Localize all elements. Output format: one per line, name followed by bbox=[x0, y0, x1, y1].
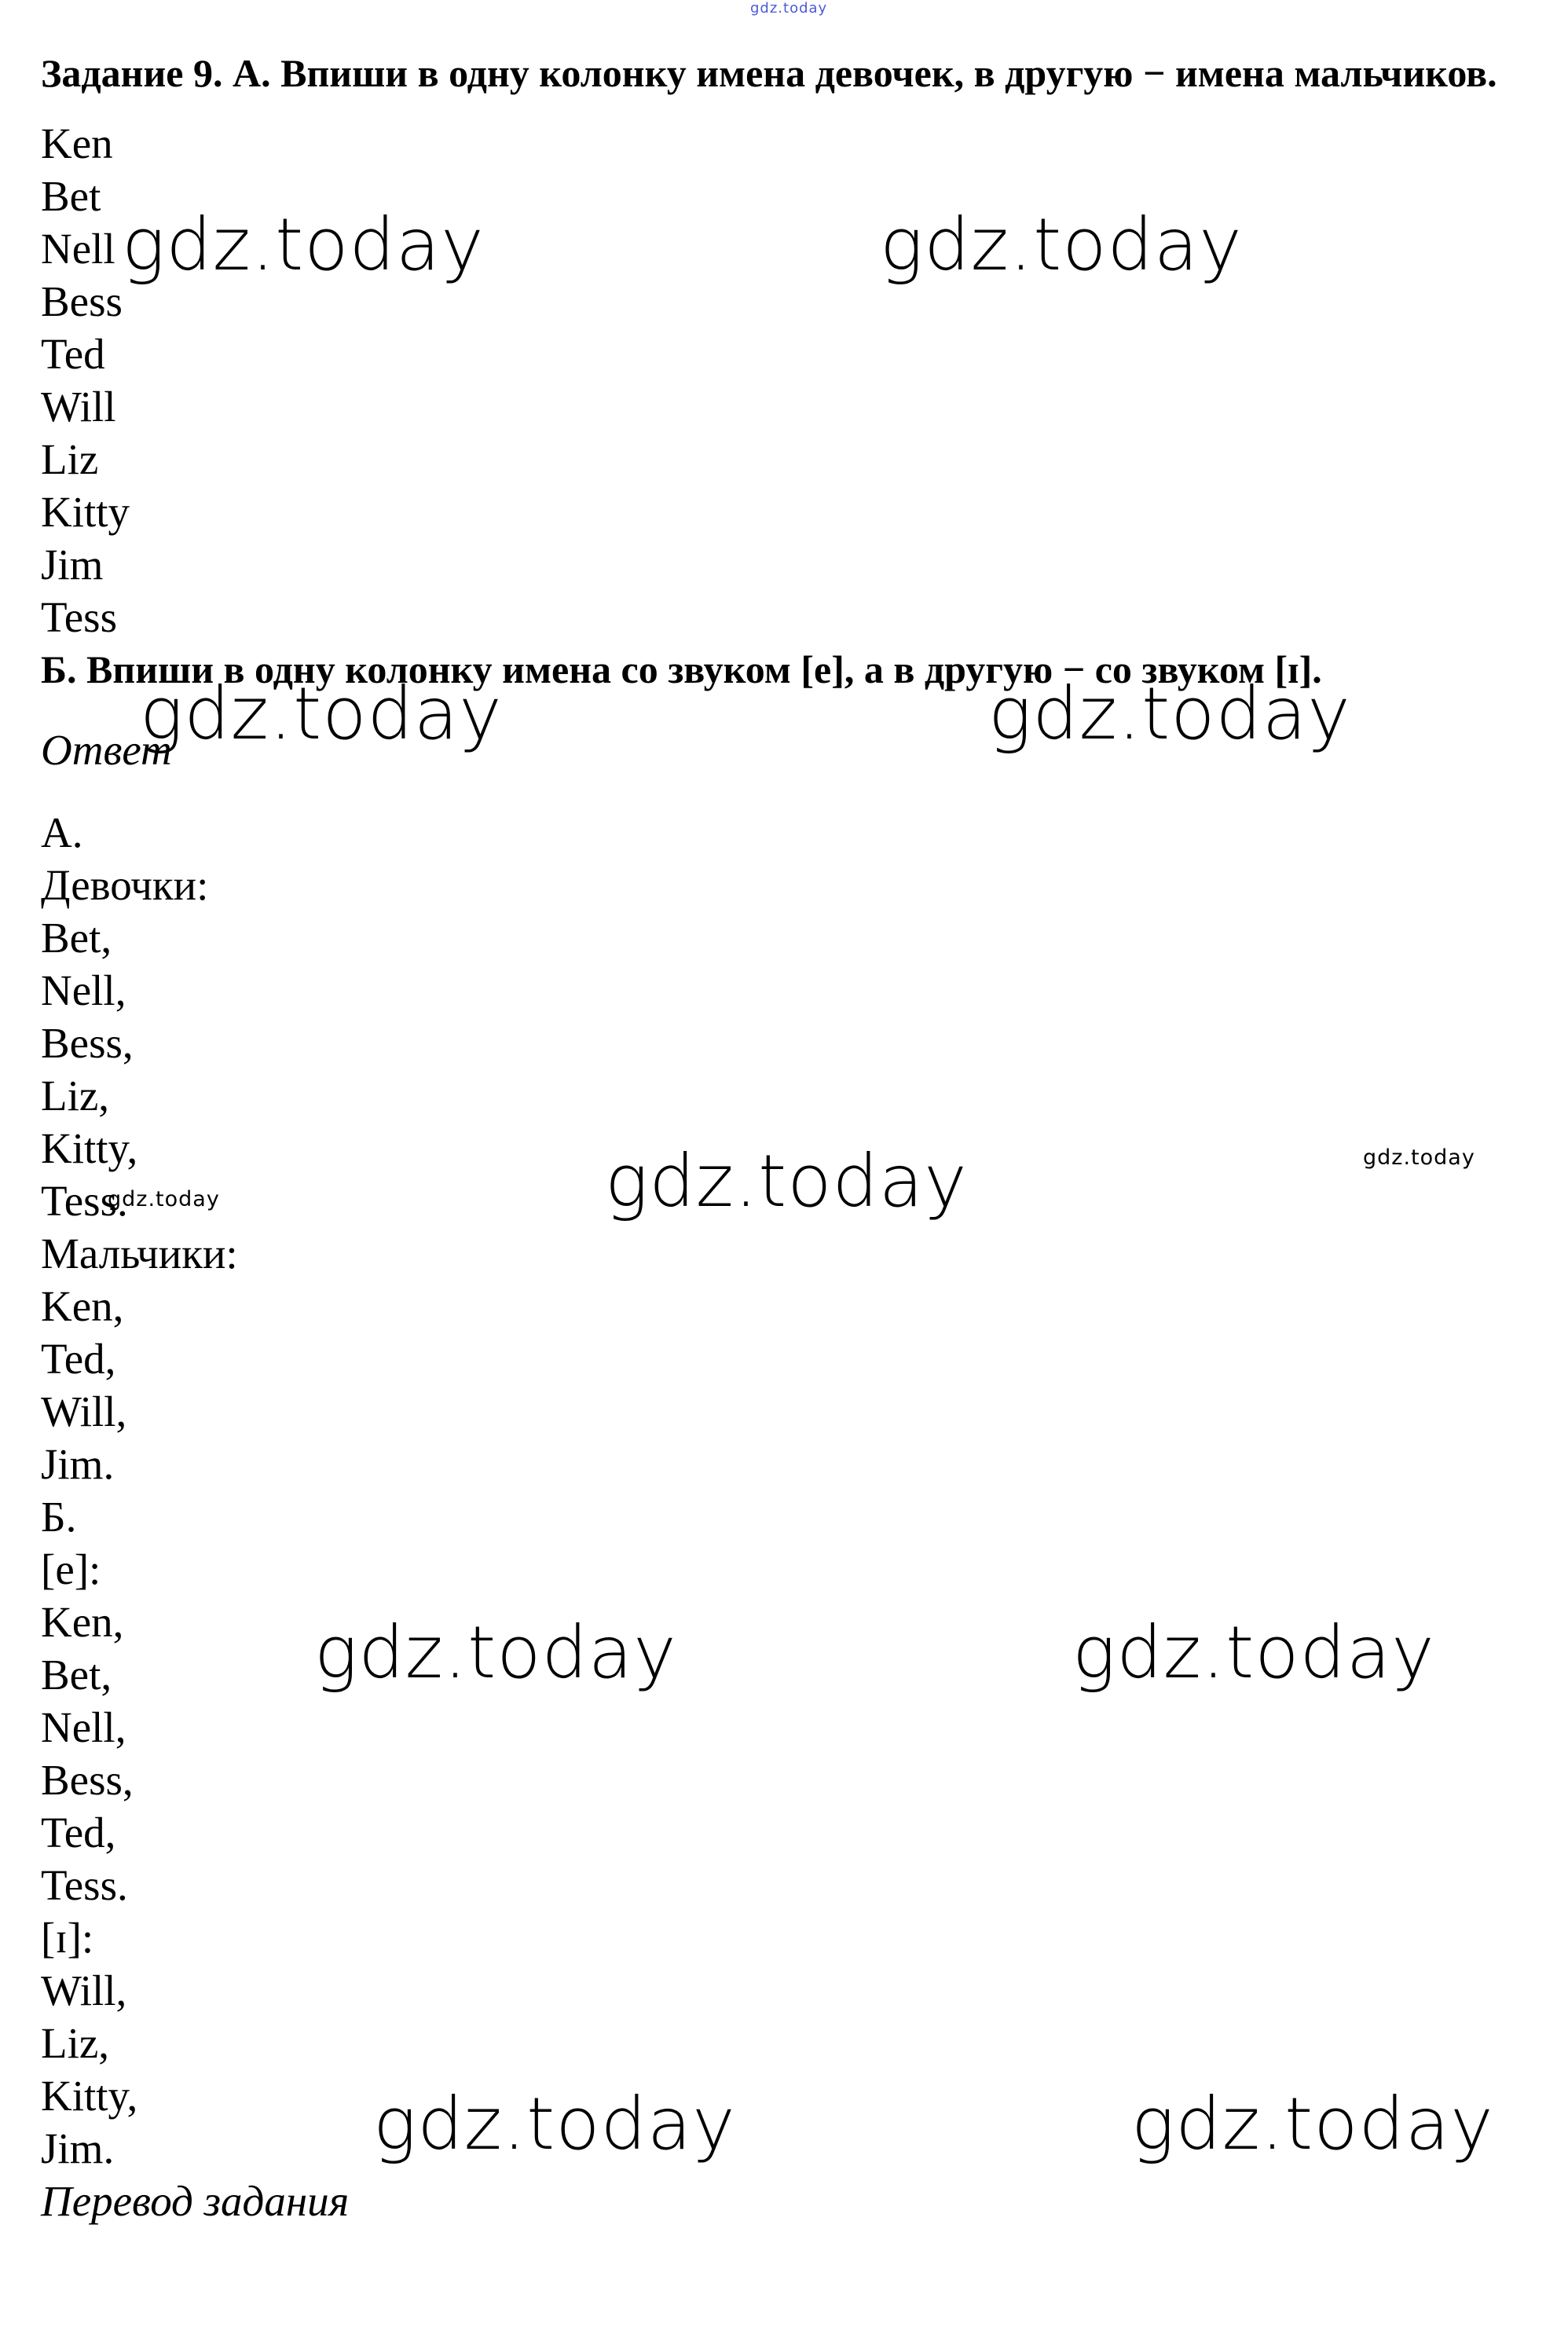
watermark: gdz.today bbox=[1131, 2082, 1494, 2166]
i-sound-item: Jim. bbox=[41, 2124, 115, 2172]
watermark: gdz.today bbox=[314, 1611, 677, 1695]
part-b-label: Б. bbox=[41, 1493, 77, 1541]
girls-item: Tess. bbox=[41, 1177, 128, 1225]
watermark: gdz.today bbox=[1363, 1145, 1475, 1170]
i-sound-label: [ɪ]: bbox=[41, 1914, 94, 1962]
task-heading-b: Б. Впиши в одну колонку имена со звуком [e], а в другую − со звуком [ɪ]. bbox=[41, 647, 1322, 691]
watermark: gdz.today bbox=[750, 0, 828, 16]
name-item: Bet bbox=[41, 172, 101, 220]
i-sound-item: Kitty, bbox=[41, 2072, 138, 2120]
e-sound-item: Ken, bbox=[41, 1598, 124, 1646]
task-heading-a: Задание 9. А. Впиши в одну колонку имена девочек, в другую − имена мальчиков. bbox=[41, 51, 1497, 95]
watermark: gdz.today bbox=[605, 1139, 968, 1223]
name-item: Ken bbox=[41, 119, 113, 167]
answer-label: Ответ bbox=[41, 726, 172, 774]
name-item: Nell bbox=[41, 225, 115, 273]
name-item: Jim bbox=[41, 541, 104, 588]
name-item: Liz bbox=[41, 435, 99, 483]
watermark: gdz.today bbox=[108, 1187, 220, 1211]
e-sound-item: Bess, bbox=[41, 1756, 134, 1804]
watermark: gdz.today bbox=[1072, 1611, 1435, 1695]
document-page bbox=[41, 47, 1533, 2227]
part-a-label: А. bbox=[41, 808, 83, 856]
answer-body bbox=[41, 806, 1533, 2175]
name-item: Will bbox=[41, 383, 116, 431]
name-item: Bess bbox=[41, 277, 123, 325]
boys-label: Мальчики: bbox=[41, 1230, 238, 1277]
translation-label: Перевод задания bbox=[41, 2177, 350, 2225]
e-sound-item: Tess. bbox=[41, 1861, 128, 1909]
girls-item: Bet, bbox=[41, 914, 112, 962]
girls-item: Nell, bbox=[41, 966, 126, 1014]
i-sound-item: Liz, bbox=[41, 2019, 110, 2067]
watermark: gdz.today bbox=[140, 672, 503, 756]
girls-item: Bess, bbox=[41, 1019, 134, 1067]
name-item: Ted bbox=[41, 330, 105, 378]
boys-item: Jim. bbox=[41, 1440, 115, 1488]
e-sound-label: [e]: bbox=[41, 1545, 101, 1593]
e-sound-item: Nell, bbox=[41, 1703, 126, 1751]
names-list bbox=[41, 117, 1533, 643]
name-item: Kitty bbox=[41, 488, 130, 536]
watermark: gdz.today bbox=[373, 2082, 736, 2166]
e-sound-item: Bet, bbox=[41, 1651, 112, 1699]
watermark: gdz.today bbox=[880, 203, 1243, 287]
boys-item: Will, bbox=[41, 1387, 127, 1435]
boys-item: Ted, bbox=[41, 1335, 116, 1383]
watermark: gdz.today bbox=[988, 672, 1351, 756]
e-sound-item: Ted, bbox=[41, 1809, 116, 1856]
name-item: Tess bbox=[41, 593, 117, 641]
boys-item: Ken, bbox=[41, 1282, 124, 1330]
i-sound-item: Will, bbox=[41, 1966, 127, 2014]
girls-item: Liz, bbox=[41, 1072, 110, 1120]
girls-label: Девочки: bbox=[41, 861, 209, 909]
watermark: gdz.today bbox=[122, 203, 485, 287]
girls-item: Kitty, bbox=[41, 1124, 138, 1172]
